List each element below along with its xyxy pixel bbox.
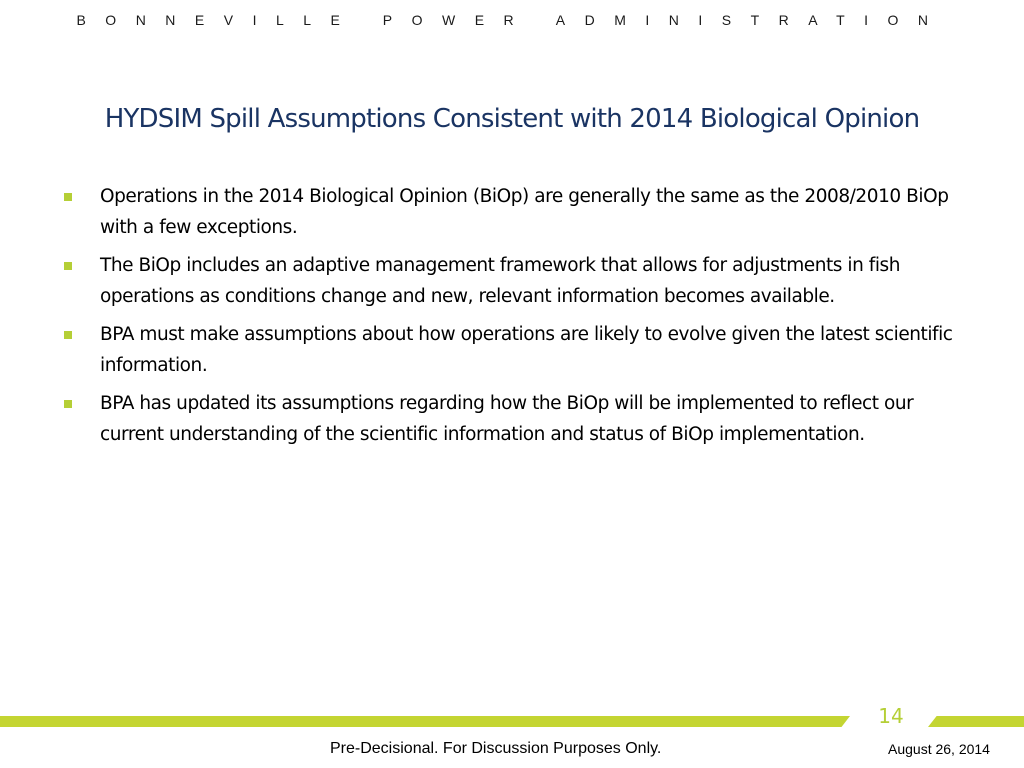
organization-header: BONNEVILLE POWER ADMINISTRATION [76, 12, 948, 28]
square-bullet-icon [64, 193, 72, 201]
bullet-text: Operations in the 2014 Biological Opinion (BiOp) are generally the same as the 2008/2010 BiOp with a few exceptions. [100, 186, 949, 238]
bullet-item [60, 182, 965, 243]
square-bullet-icon [64, 400, 72, 408]
bullet-item [60, 389, 965, 450]
bullet-item [60, 251, 965, 312]
square-bullet-icon [64, 331, 72, 339]
bullet-text: BPA must make assumptions about how operations are likely to evolve given the latest scientific information. [100, 324, 953, 376]
square-bullet-icon [64, 262, 72, 270]
footer-accent-bar-right [928, 716, 1024, 727]
footer-date: August 26, 2014 [888, 741, 990, 757]
footer-disclaimer: Pre-Decisional. For Discussion Purposes Only. [330, 740, 662, 757]
bullet-item [60, 320, 965, 381]
bullet-list [60, 182, 965, 458]
page-number: 14 [878, 704, 904, 728]
footer-accent-bar-left [0, 716, 850, 727]
bullet-text: BPA has updated its assumptions regarding how the BiOp will be implemented to reflect our current understanding of the scientific information and status of BiOp implementation. [100, 393, 914, 445]
bullet-text: The BiOp includes an adaptive management framework that allows for adjustments in fish operations as conditions change and new, relevant information becomes available. [100, 255, 901, 307]
slide-title: HYDSIM Spill Assumptions Consistent with 2014 Biological Opinion [104, 104, 920, 134]
